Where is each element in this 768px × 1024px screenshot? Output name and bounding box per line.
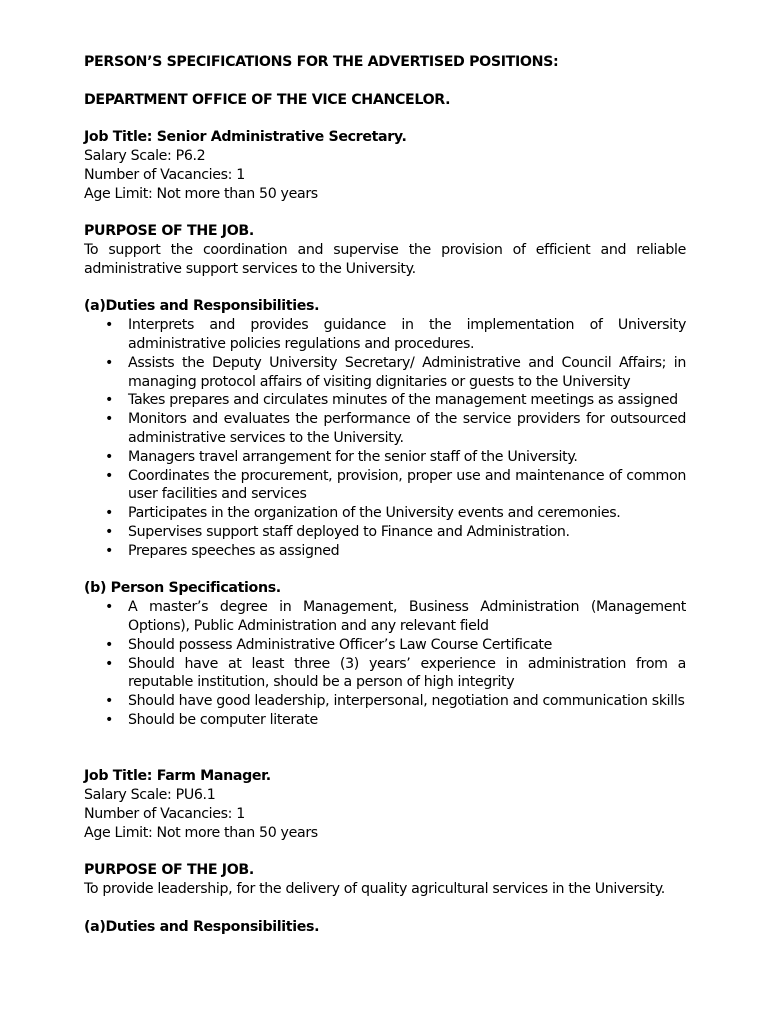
list-item-text: Should be computer literate xyxy=(128,711,318,728)
duties-list xyxy=(84,316,686,560)
list-item-text: Coordinates the procurement, provision, proper use and maintenance of common user facilities and services xyxy=(128,467,686,503)
list-item-text: Managers travel arrangement for the senior staff of the University. xyxy=(128,448,578,465)
job-title xyxy=(84,767,686,786)
job-title-value: : Farm Manager. xyxy=(146,768,271,785)
job-title xyxy=(84,128,686,147)
purpose-heading: PURPOSE OF THE JOB. xyxy=(84,223,254,240)
job-title-value: : Senior Administrative Secretary. xyxy=(146,129,407,146)
bullet-icon: • xyxy=(105,467,114,484)
list-item xyxy=(84,448,686,467)
purpose-text: To support the coordination and supervise the provision of efficient and reliable administrative support services to the University. xyxy=(84,241,686,277)
list-item-text: Should have good leadership, interpersonal, negotiation and communication skills xyxy=(128,693,685,710)
list-item xyxy=(84,316,686,354)
duties-heading: (a)Duties and Responsibilities. xyxy=(84,918,320,935)
bullet-icon: • xyxy=(105,523,114,540)
list-item-text: Takes prepares and circulates minutes of the management meetings as assigned xyxy=(128,392,678,409)
bullet-icon: • xyxy=(105,411,114,428)
bullet-icon: • xyxy=(105,655,114,672)
document-heading: PERSON’S SPECIFICATIONS FOR THE ADVERTISED POSITIONS: xyxy=(84,54,559,70)
bullet-icon: • xyxy=(105,354,114,371)
list-item-text: Monitors and evaluates the performance of the service providers for outsourced administrative services to the University. xyxy=(128,411,686,446)
list-item xyxy=(84,598,686,636)
list-item-text: Should possess Administrative Officer’s Law Course Certificate xyxy=(128,636,553,653)
purpose-heading: PURPOSE OF THE JOB. xyxy=(84,862,254,879)
list-item-text: Interprets and provides guidance in the implementation of University administrative policies regulations and procedures. xyxy=(128,317,686,352)
number-of-vacancies: Number of Vacancies: 1 xyxy=(84,166,245,183)
list-item-text: Prepares speeches as assigned xyxy=(128,542,340,559)
job-title-label: Job Title xyxy=(84,129,147,146)
job-section-farm-manager xyxy=(84,767,686,936)
job-section-senior-administrative-secretary xyxy=(84,128,686,767)
bullet-icon: • xyxy=(105,317,114,334)
list-item xyxy=(84,655,686,693)
bullet-icon: • xyxy=(105,711,114,728)
list-item xyxy=(84,410,686,448)
person-specifications-list xyxy=(84,598,686,730)
list-item xyxy=(84,523,686,542)
list-item xyxy=(84,504,686,523)
list-item-text: Assists the Deputy University Secretary/ Administrative and Council Affairs; in managing protocol affairs of visiting dignitaries or guests to the University xyxy=(128,354,686,390)
number-of-vacancies: Number of Vacancies: 1 xyxy=(84,805,245,822)
bullet-icon: • xyxy=(105,599,114,616)
bullet-icon: • xyxy=(105,636,114,653)
age-limit: Age Limit: Not more than 50 years xyxy=(84,185,318,202)
purpose-text: To provide leadership, for the delivery of quality agricultural services in the University. xyxy=(84,881,665,898)
list-item-text: A master’s degree in Management, Business Administration (Management Options), Public Administration and any relevant field xyxy=(128,599,686,634)
department-heading: DEPARTMENT OFFICE OF THE VICE CHANCELOR. xyxy=(84,91,451,108)
job-title-label: Job Title xyxy=(84,768,147,785)
list-item xyxy=(84,467,686,505)
bullet-icon: • xyxy=(105,693,114,710)
list-item xyxy=(84,636,686,655)
list-item xyxy=(84,692,686,711)
salary-scale: Salary Scale: PU6.1 xyxy=(84,787,216,804)
list-item-text: Should have at least three (3) years’ experience in administration from a reputable institution, should be a person of high integrity xyxy=(128,655,686,691)
bullet-icon: • xyxy=(105,542,114,559)
list-item xyxy=(84,354,686,392)
list-item xyxy=(84,391,686,410)
list-item xyxy=(84,542,686,561)
duties-heading: (a)Duties and Responsibilities. xyxy=(84,298,320,315)
list-item-text: Participates in the organization of the University events and ceremonies. xyxy=(128,505,621,522)
document-page xyxy=(84,53,686,936)
bullet-icon: • xyxy=(105,505,114,522)
list-item-text: Supervises support staff deployed to Finance and Administration. xyxy=(128,523,570,540)
bullet-icon: • xyxy=(105,392,114,409)
list-item xyxy=(84,711,686,730)
salary-scale: Salary Scale: P6.2 xyxy=(84,147,206,164)
person-specifications-heading: (b) Person Specifications. xyxy=(84,580,281,597)
age-limit: Age Limit: Not more than 50 years xyxy=(84,824,318,841)
bullet-icon: • xyxy=(105,448,114,465)
